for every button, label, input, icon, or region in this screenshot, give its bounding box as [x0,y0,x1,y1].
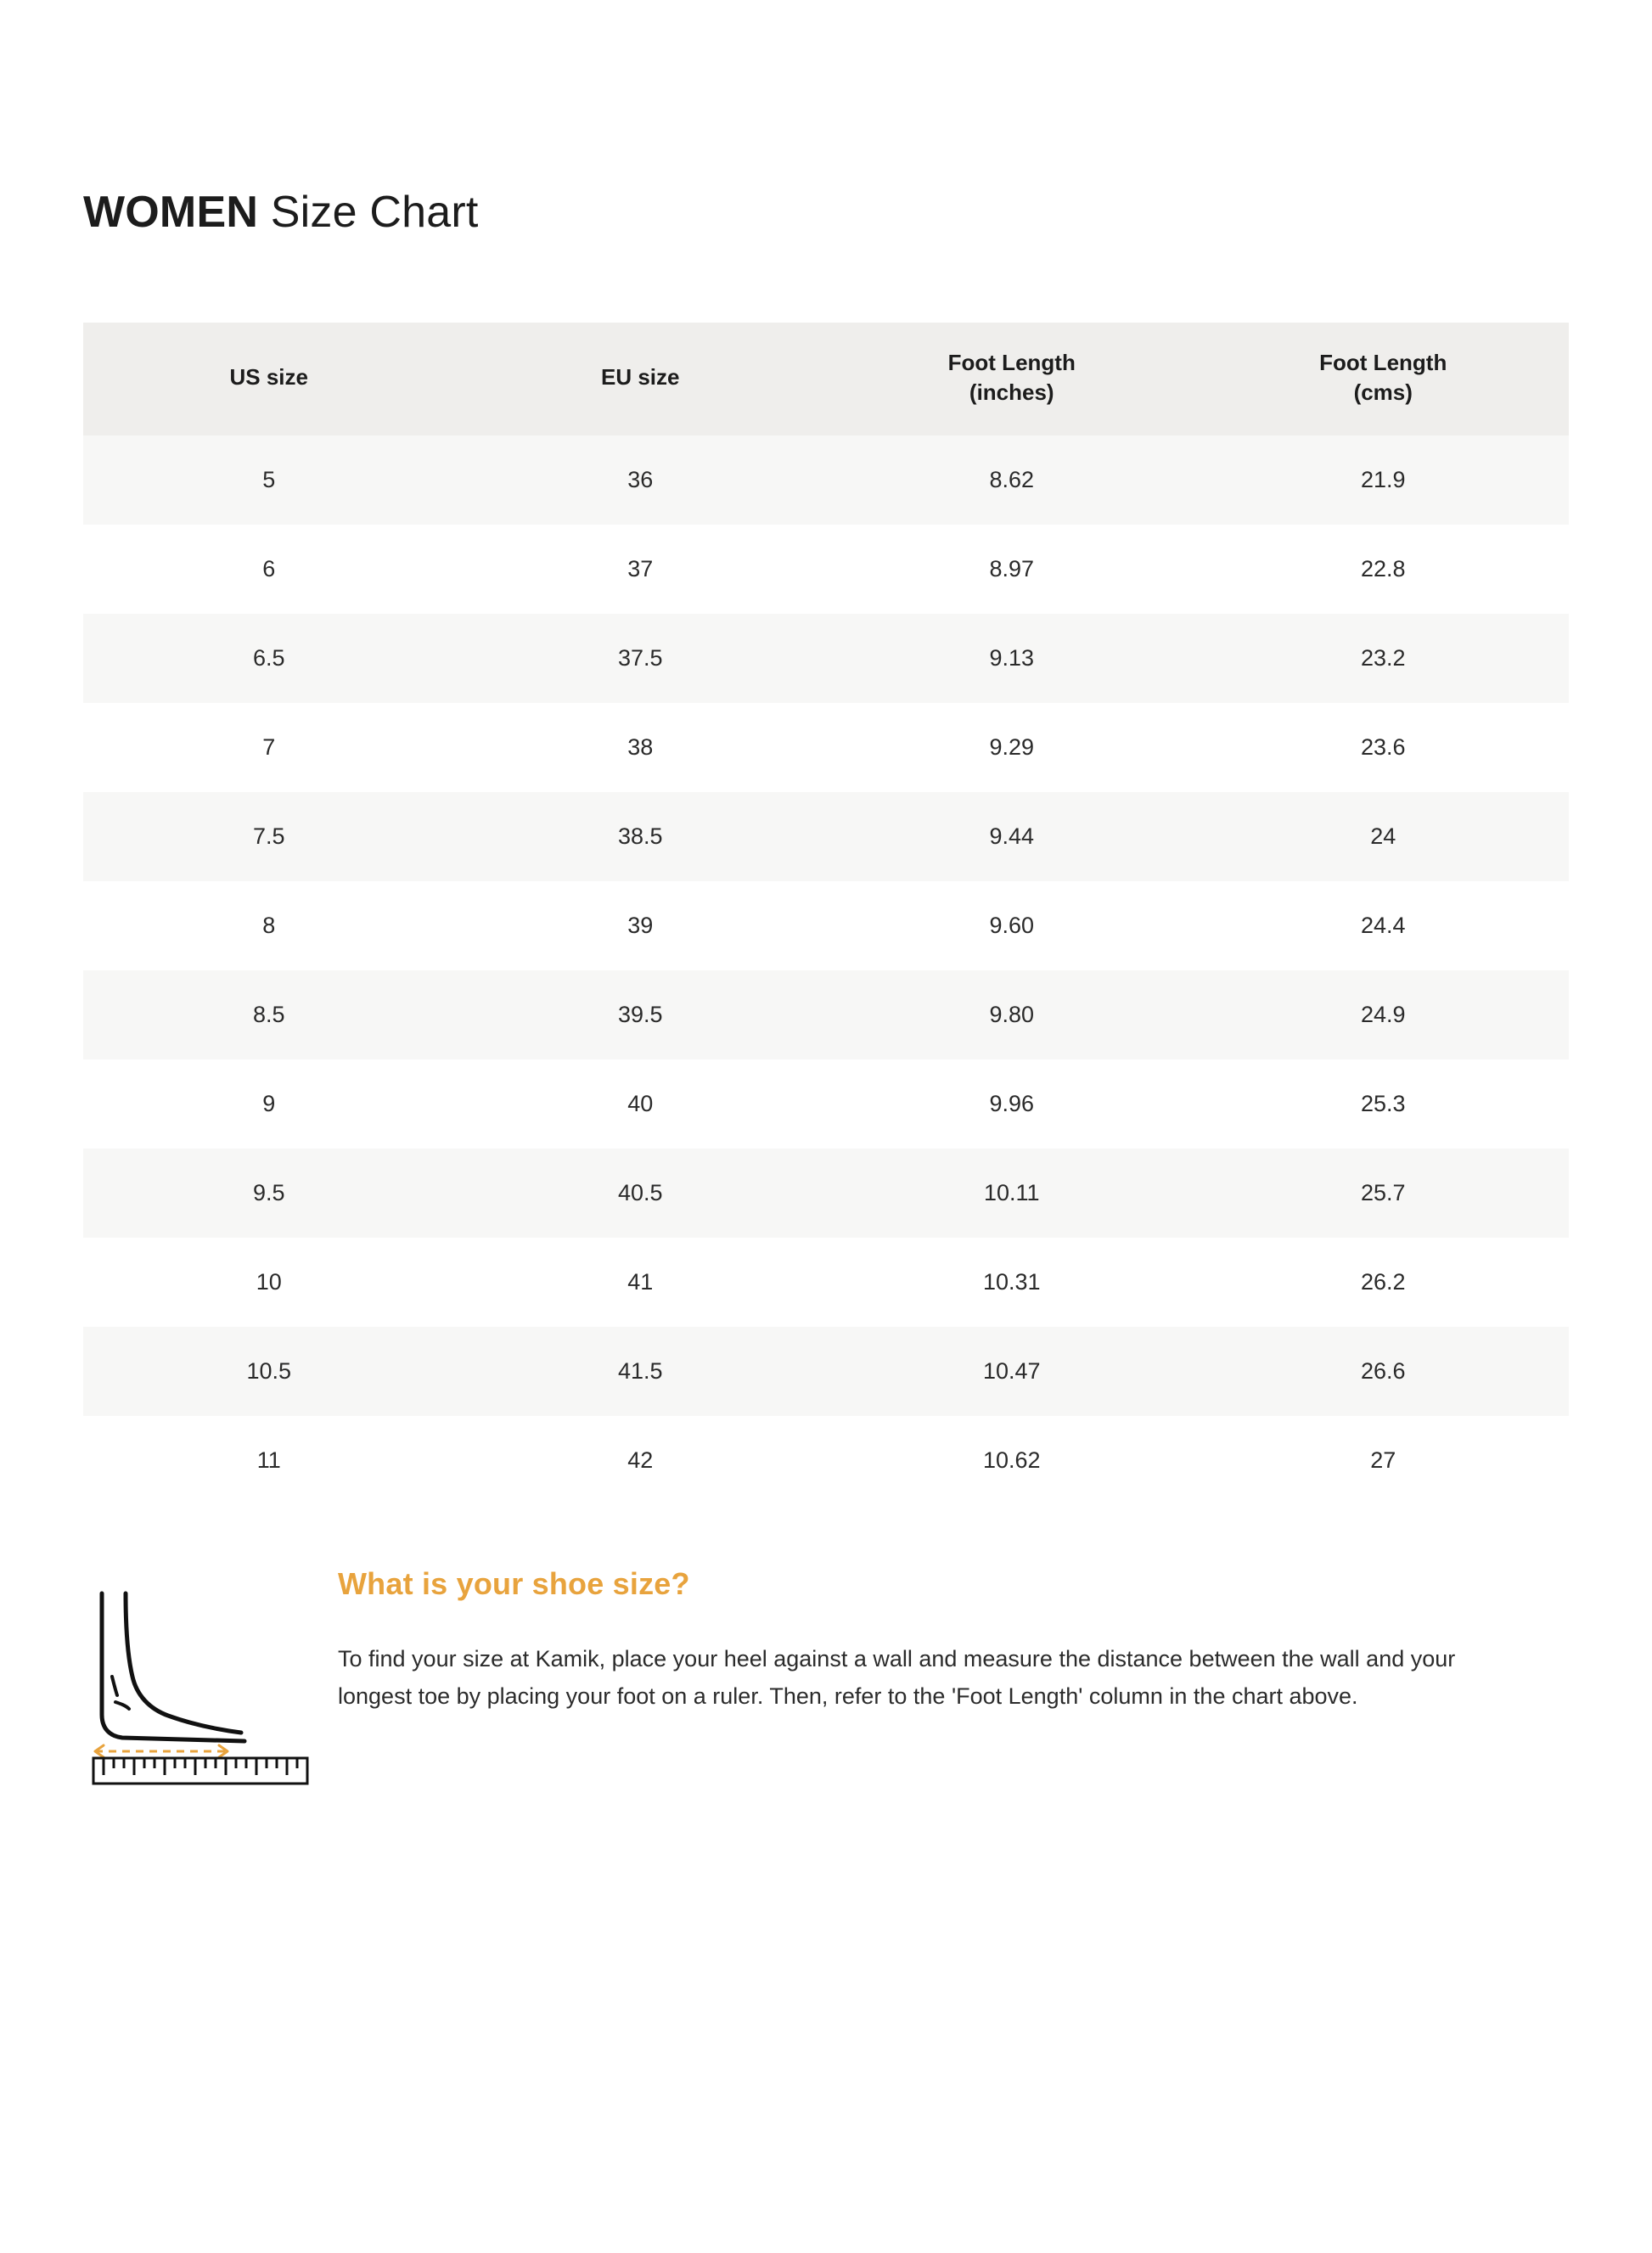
cell-foot-length-inches: 9.44 [826,792,1198,881]
cell-foot-length-cms: 21.9 [1198,435,1570,525]
column-header-line2: (inches) [969,379,1054,405]
cell-foot-length-inches: 8.62 [826,435,1198,525]
cell-us-size: 10 [83,1238,455,1327]
table-row [83,1416,1569,1505]
table-row [83,792,1569,881]
cell-eu-size: 40.5 [455,1149,827,1238]
cell-foot-length-inches: 9.60 [826,881,1198,970]
cell-foot-length-inches: 9.96 [826,1059,1198,1149]
column-header-line1: Foot Length [947,350,1076,375]
page-title [83,187,479,238]
shoe-size-help-body [338,1566,1552,1715]
cell-foot-length-cms: 23.2 [1198,614,1570,703]
page-title-rest: Size Chart [258,187,479,237]
cell-foot-length-inches: 8.97 [826,525,1198,614]
table-header [83,323,1569,435]
cell-us-size: 9.5 [83,1149,455,1238]
column-header-line1: EU size [601,364,680,390]
cell-us-size: 5 [83,435,455,525]
column-header-line2: (cms) [1353,379,1413,405]
size-chart-table-wrapper [83,323,1569,1505]
table-row [83,525,1569,614]
cell-us-size: 8 [83,881,455,970]
cell-eu-size: 40 [455,1059,827,1149]
cell-foot-length-inches: 9.13 [826,614,1198,703]
cell-eu-size: 38.5 [455,792,827,881]
column-header-line1: Foot Length [1319,350,1447,375]
cell-eu-size: 37 [455,525,827,614]
table-row [83,1059,1569,1149]
table-row [83,703,1569,792]
table-row [83,881,1569,970]
cell-us-size: 10.5 [83,1327,455,1416]
cell-foot-length-cms: 26.2 [1198,1238,1570,1327]
help-title: What is your shoe size? [338,1566,690,1601]
column-header-line1: US size [229,364,308,390]
cell-eu-size: 42 [455,1416,827,1505]
cell-eu-size: 41 [455,1238,827,1327]
cell-foot-length-inches: 10.31 [826,1238,1198,1327]
table-row [83,435,1569,525]
size-chart-table [83,323,1569,1505]
cell-foot-length-cms: 26.6 [1198,1327,1570,1416]
cell-foot-length-cms: 25.7 [1198,1149,1570,1238]
page-title-bold: WOMEN [83,187,259,237]
foot-ruler-icon [83,1575,312,1787]
cell-eu-size: 39 [455,881,827,970]
cell-eu-size: 39.5 [455,970,827,1059]
cell-eu-size: 41.5 [455,1327,827,1416]
cell-us-size: 9 [83,1059,455,1149]
column-header-us-size [83,323,455,435]
column-header-eu-size [455,323,827,435]
cell-foot-length-inches: 10.47 [826,1327,1198,1416]
cell-foot-length-inches: 9.29 [826,703,1198,792]
table-body [83,435,1569,1505]
column-header-foot-length-cms [1198,323,1570,435]
help-text: To find your size at Kamik, place your heel against a wall and measure the distance between the wall and your longest toe by placing your foot on a ruler. Then, refer to the 'Foot Length' column in the chart above. [338,1646,1456,1709]
cell-foot-length-cms: 23.6 [1198,703,1570,792]
cell-us-size: 8.5 [83,970,455,1059]
cell-foot-length-cms: 24.9 [1198,970,1570,1059]
table-row [83,1149,1569,1238]
cell-us-size: 7 [83,703,455,792]
cell-foot-length-cms: 24.4 [1198,881,1570,970]
cell-foot-length-inches: 10.62 [826,1416,1198,1505]
cell-us-size: 6 [83,525,455,614]
cell-foot-length-cms: 24 [1198,792,1570,881]
cell-foot-length-inches: 10.11 [826,1149,1198,1238]
table-row [83,1238,1569,1327]
cell-foot-length-cms: 27 [1198,1416,1570,1505]
table-row [83,970,1569,1059]
cell-us-size: 11 [83,1416,455,1505]
table-row [83,614,1569,703]
table-row [83,1327,1569,1416]
table-header-row [83,323,1569,435]
cell-foot-length-cms: 22.8 [1198,525,1570,614]
cell-eu-size: 37.5 [455,614,827,703]
cell-us-size: 6.5 [83,614,455,703]
cell-us-size: 7.5 [83,792,455,881]
cell-eu-size: 36 [455,435,827,525]
cell-foot-length-cms: 25.3 [1198,1059,1570,1149]
cell-eu-size: 38 [455,703,827,792]
cell-foot-length-inches: 9.80 [826,970,1198,1059]
column-header-foot-length-inches [826,323,1198,435]
